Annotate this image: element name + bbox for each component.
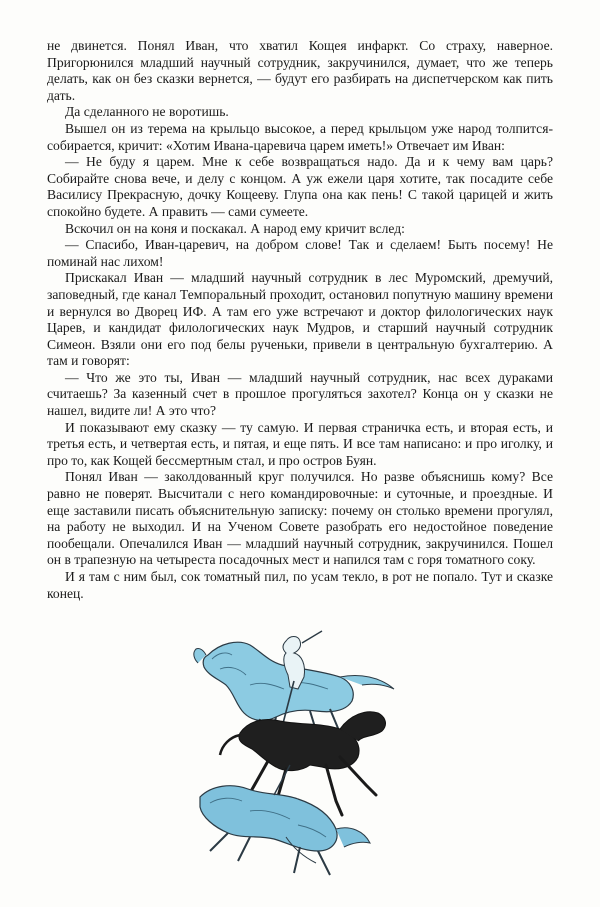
paragraph: И показывают ему сказку — ту самую. И первая страничка есть, и вторая есть, и третья есть, и четвертая есть, и пятая, и еще пять. И все там написано: и про иголку, и про то, как Кощей бессмертным стал, и про остров Буян. (47, 419, 553, 468)
paragraph: Понял Иван — заколдованный круг получился. Но разве объяснишь кому? Все равно не поверят. Высчитали с него командировочные: и суточные, и проездные. И еще заставили писать объяснительную записку: почему он столько времени прогулял, на работу не выходил. И на Ученом Совете разобрать его недостойное поведение пообещали. Опечалился Иван — младший научный сотрудник, закручинился. Пошел он в трапезную на четыреста посадочных мест и напился там с горя томатного соку. (47, 469, 553, 568)
paragraph: — Что же это ты, Иван — младший научный сотрудник, нас всех дураками считаешь? За казенный счет в прошлое прогуляться захотел? Конца он у сказки не нашел, видите ли! А это что? (47, 369, 553, 419)
paragraph: И я там с ним был, сок томатный пил, по усам текло, в рот не попало. Тут и сказке конец. (47, 569, 553, 601)
paragraph: Вышел он из терема на крыльцо высокое, а перед крыльцом уже народ толпится-собирается, кричит: «Хотим Ивана-царевича царем иметь!» Отвечает им Иван: (47, 120, 553, 153)
blue-horse-bottom (200, 765, 370, 875)
paragraph: не двинется. Понял Иван, что хватил Кощея инфаркт. Со страху, наверное. Пригорюнился младший научный сотрудник, закручинился, думает, что же теперь делать, как он без сказки вернется, — будут его разбирать на диспетчерском как пить дать. (47, 38, 553, 103)
story-text (47, 38, 553, 602)
horse-rider-illustration (190, 625, 415, 885)
paragraph: — Спасибо, Иван-царевич, на добром слове! Так и сделаем! Быть посему! Не поминай нас лихом! (47, 237, 553, 269)
paragraph: Вскочил он на коня и поскакал. А народ ему кричит вслед: (65, 220, 405, 236)
paragraph: — Не буду я царем. Мне к себе возвращаться надо. Да и к чему вам царь? Собирайте снова вече, и делу с концом. А уж ежели царя хотите, так посадите себе Василису Прекрасную, дочку Кощееву. Глупа она как пень! С такой царицей и жить спокойно будете. А править — сами сумеете. (47, 154, 553, 219)
paragraph: Прискакал Иван — младший научный сотрудник в лес Муромский, дремучий, заповедный, где канал Темпоральный проходит, остановил попутную машину времени и вернулся во Дворец ИФ. А там его уже встречают и доктор филологических наук Царев, и кандидат филологических наук Мудров, и старший научный сотрудник Симеон. Взяли они его под белы рученьки, привели в центральную бухгалтерию. А там и говорят: (47, 270, 553, 369)
paragraph: Да сделанного не воротишь. (65, 104, 229, 120)
